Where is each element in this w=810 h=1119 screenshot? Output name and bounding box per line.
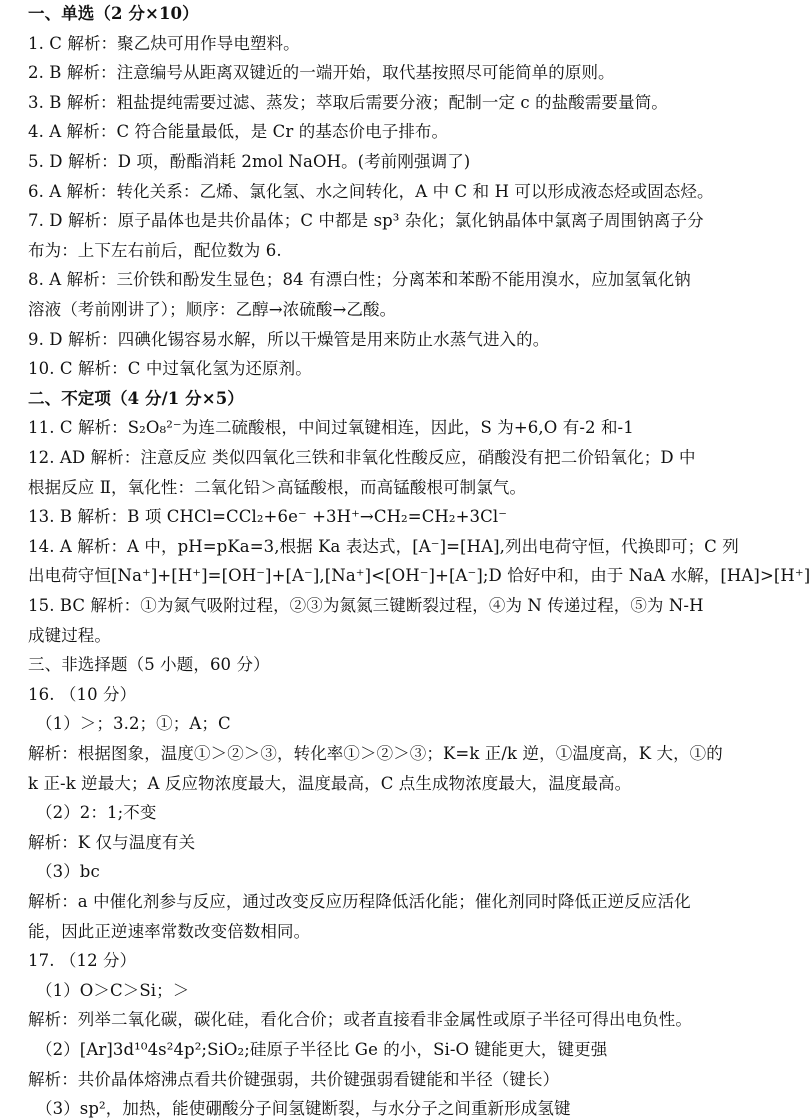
text-line: 14. A 解析：A 中，pH=pKa=3,根据 Ka 表达式，[A⁻]=[HA],列出电荷守恒，代换即可；C 列	[28, 536, 739, 556]
text-line: （2）[Ar]3d¹⁰4s²4p²;SiO₂;硅原子半径比 Ge 的小，Si-O 键能更大，键更强	[36, 1040, 608, 1059]
text-line: 8. A 解析：三价铁和酚发生显色；84 有漂白性；分离苯和苯酚不能用溴水，应加氢氧化钠	[28, 270, 691, 290]
text-line: 11. C 解析：S₂O₈²⁻为连二硫酸根，中间过氧键相连，因此，S 为+6,O 有-2 和-1	[28, 418, 634, 438]
text-line: 解析：共价晶体熔沸点看共价键强弱，共价键强弱看键能和半径（键长）	[28, 1069, 560, 1089]
text-line: 13. B 解析：B 项 CHCl=CCl₂+6e⁻ +3H⁺→CH₂=CH₂+3Cl⁻	[28, 507, 508, 527]
text-line: 3. B 解析：粗盐提纯需要过滤、蒸发；萃取后需要分液；配制一定 c 的盐酸需要量筒。	[28, 92, 668, 112]
text-line: （1）＞；3.2；①；A；C	[36, 714, 231, 734]
section-heading: 二、不定项（4 分/1 分×5）	[28, 388, 244, 408]
text-line: 布为：上下左右前后，配位数为 6.	[28, 240, 282, 260]
text-line: 7. D 解析：原子晶体也是共价晶体；C 中都是 sp³ 杂化；氯化钠晶体中氯离子周围钠离子分	[28, 211, 704, 231]
text-line: （3）bc	[36, 862, 100, 882]
text-line: 解析：K 仅与温度有关	[28, 832, 196, 852]
text-line: 出电荷守恒[Na⁺]+[H⁺]=[OH⁻]+[A⁻],[Na⁺]<[OH⁻]+[A⁻];D 恰好中和，由于 NaA 水解，[HA]>[H⁺]	[28, 566, 810, 586]
text-line: 解析：根据图象，温度①＞②＞③，转化率①＞②＞③；K=k 正/k 逆，①温度高，K 大，①的	[28, 744, 723, 763]
text-line: 成键过程。	[28, 625, 111, 645]
text-line: 5. D 解析：D 项，酚酯消耗 2mol NaOH。(考前刚强调了)	[28, 152, 471, 171]
text-line: 15. BC 解析：①为氮气吸附过程，②③为氮氮三键断裂过程，④为 N 传递过程，⑤为 N-H	[28, 596, 704, 615]
text-line: 解析：列举二氧化碳，碳化硅，看化合价；或者直接看非金属性或原子半径可得出电负性。	[28, 1010, 692, 1030]
text-line: 16. （10 分）	[28, 684, 137, 704]
text-line: 根据反应 Ⅱ，氧化性：二氧化铅＞高锰酸根，而高锰酸根可制氯气。	[28, 477, 527, 497]
text-line: 溶液（考前刚讲了）；顺序：乙醇→浓硫酸→乙酸。	[28, 300, 397, 319]
text-line: 12. AD 解析：注意反应 类似四氧化三铁和非氧化性酸反应，硝酸没有把二价铅氧化；D 中	[28, 448, 696, 467]
text-line: 6. A 解析：转化关系：乙烯、氯化氢、水之间转化，A 中 C 和 H 可以形成液态烃或固态烃。	[28, 181, 714, 201]
text-line: 4. A 解析：C 符合能量最低，是 Cr 的基态价电子排布。	[28, 122, 449, 142]
text-line: （1）O＞C＞Si；＞	[36, 980, 190, 1000]
text-line: （3）sp²，加热，能使硼酸分子间氢键断裂，与水分子之间重新形成氢键	[36, 1099, 571, 1119]
text-line: 2. B 解析：注意编号从距离双键近的一端开始，取代基按照尽可能简单的原则。	[28, 63, 615, 83]
text-line: k 正-k 逆最大；A 反应物浓度最大，温度最高，C 点生成物浓度最大，温度最高。	[28, 773, 632, 793]
text-line: 9. D 解析：四碘化锡容易水解，所以干燥管是用来防止水蒸气进入的。	[28, 329, 550, 349]
text-line: 10. C 解析：C 中过氧化氢为还原剂。	[28, 359, 312, 379]
text-line: 三、非选择题（5 小题，60 分）	[28, 655, 270, 675]
section-heading: 一、单选（2 分×10）	[28, 4, 199, 23]
text-line: 17. （12 分）	[28, 951, 137, 971]
text-line: （2）2：1;不变	[36, 803, 157, 823]
text-line: 能，因此正逆速率常数改变倍数相同。	[28, 921, 311, 941]
text-line: 解析：a 中催化剂参与反应，通过改变反应历程降低活化能；催化剂同时降低正逆反应活化	[28, 892, 691, 911]
text-line: 1. C 解析：聚乙炔可用作导电塑料。	[28, 33, 300, 53]
